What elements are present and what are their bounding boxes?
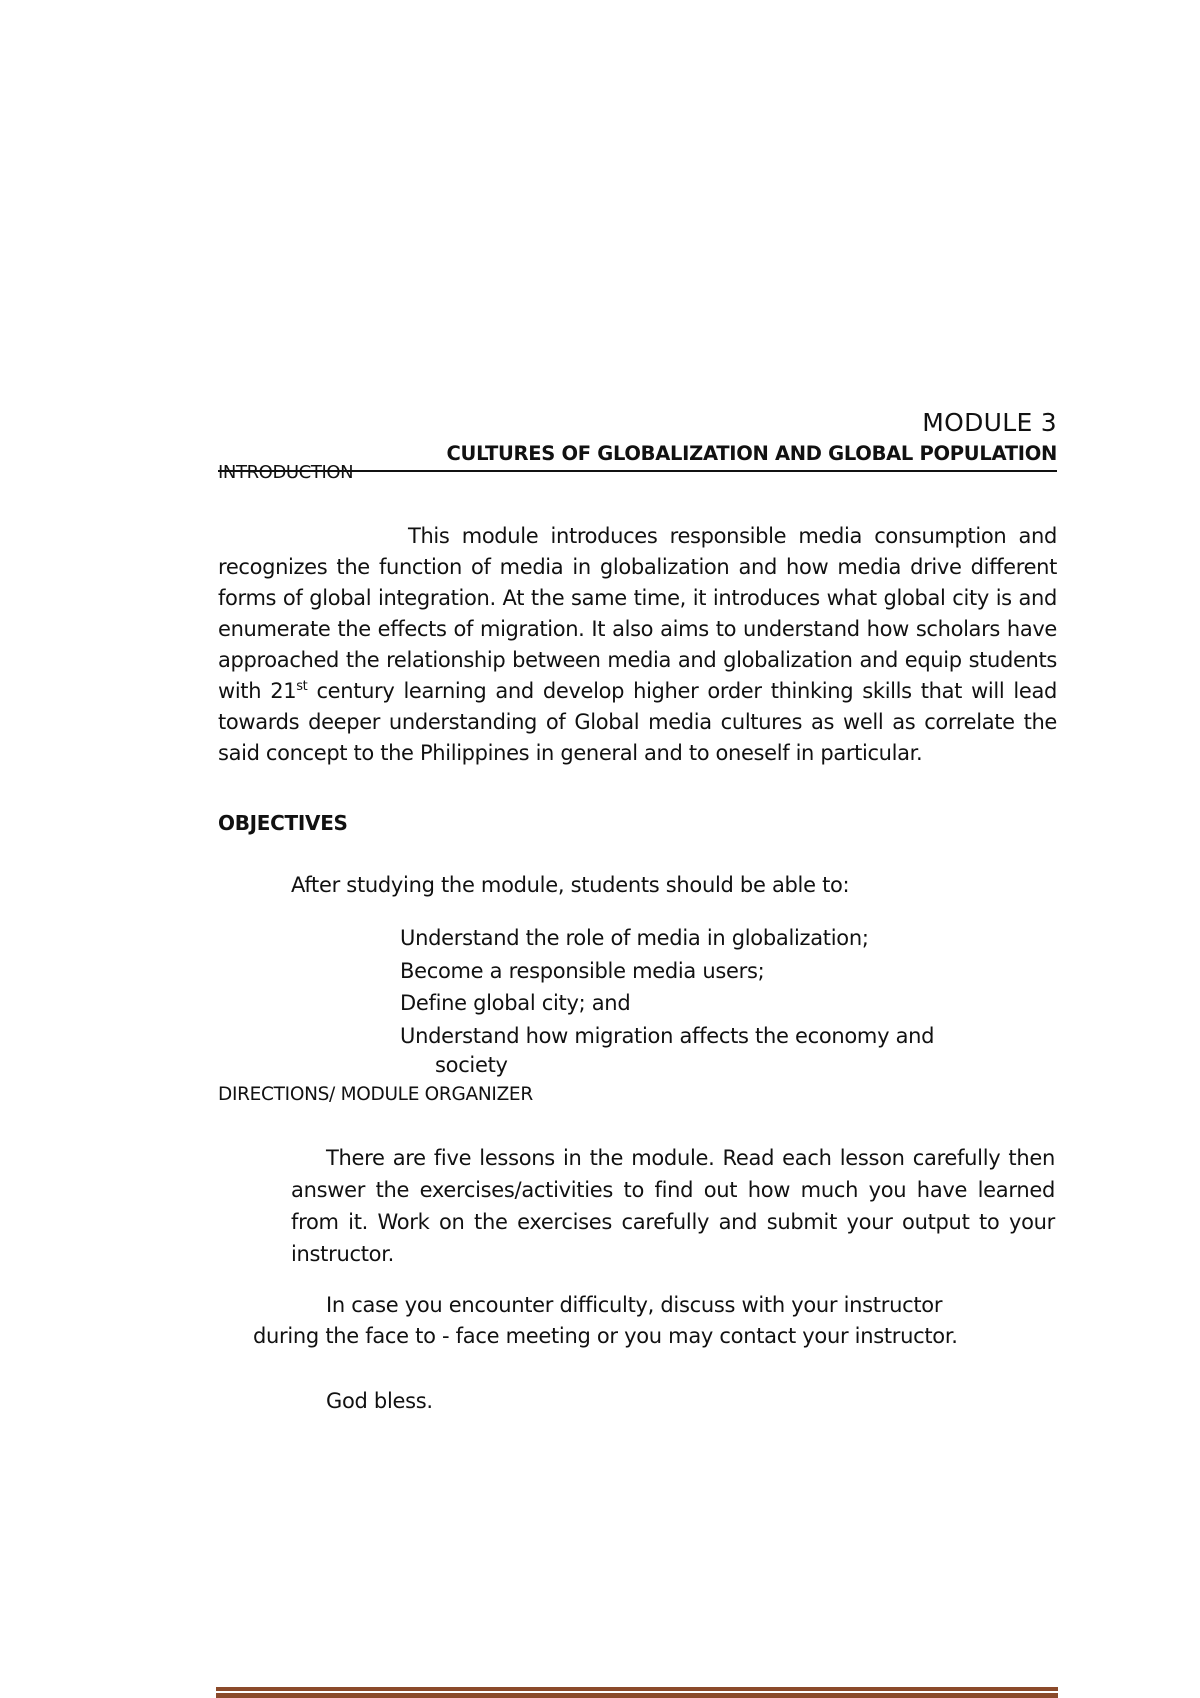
directions-paragraph: There are five lessons in the module. Read each lesson carefully then answer the exercises/activities to find out how much you have learned from it. Work on the exercises carefully and submit your output to your instructor. [291, 1146, 1055, 1266]
introduction-heading: INTRODUCTION [218, 462, 354, 483]
objectives-heading: OBJECTIVES [218, 811, 348, 835]
objective-item: Understand the role of media in globalization; [400, 926, 869, 950]
objectives-lead: After studying the module, students should be able to: [291, 873, 850, 897]
directions-heading: DIRECTIONS/ MODULE ORGANIZER [218, 1084, 533, 1105]
difficulty-note-line2: during the face to - face meeting or you may contact your instructor. [253, 1324, 958, 1348]
difficulty-note-line1: In case you encounter difficulty, discuss with your instructor [326, 1293, 943, 1317]
introduction-paragraph [218, 521, 1057, 769]
objective-item: Understand how migration affects the economy and [400, 1023, 935, 1048]
objective-item-continuation: society [435, 1053, 508, 1077]
closing-blessing: God bless. [326, 1389, 433, 1413]
module-number: MODULE 3 [922, 408, 1057, 437]
objective-item: Become a responsible media users; [400, 958, 765, 983]
ordinal-superscript: st [296, 679, 308, 694]
objective-item: Define global city; and [400, 991, 631, 1015]
introduction-text-part1: This module introduces responsible media consumption and recognizes the function of media in globalization and how media drive different forms of global integration. At the same time, it introduces what global city is and enumerate the effects of migration. It also aims to understand how scholars have approached the relationship between media and globalization and equip students with 21 [218, 524, 1057, 703]
objectives-list [400, 922, 934, 1052]
module-title: CULTURES OF GLOBALIZATION AND GLOBAL POPULATION [446, 442, 1057, 465]
introduction-text-part2: century learning and develop higher order thinking skills that will lead towards deeper understanding of Global media cultures as well as correlate the said concept to the Philippines in general and to oneself in particular. [218, 679, 1057, 765]
footer-rule [216, 1687, 1058, 1693]
